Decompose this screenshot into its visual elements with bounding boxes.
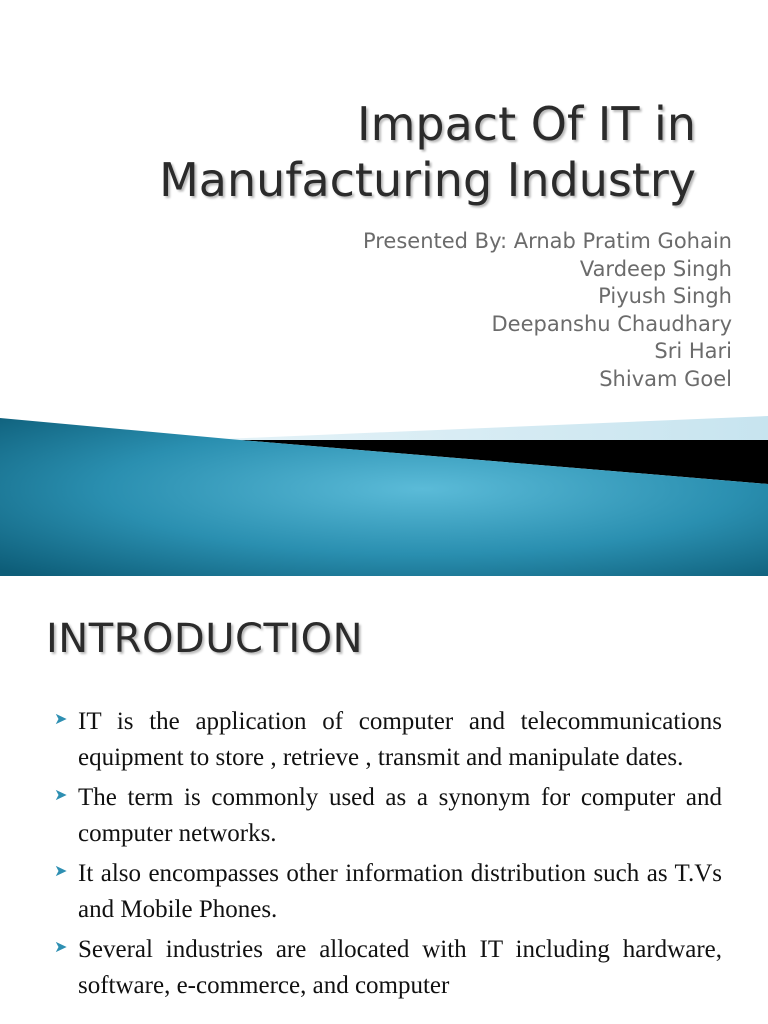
presenter-line: Sri Hari: [654, 339, 732, 364]
list-item: [50, 704, 722, 776]
bullet-text: It also encompasses other information distribution such as T.Vs and Mobile Phones.: [78, 860, 722, 923]
list-item: [50, 856, 722, 928]
introduction-slide: [0, 576, 768, 1024]
arrowhead-bullet-icon: ➤: [54, 709, 68, 728]
title-line-1: Impact Of IT in: [357, 97, 696, 151]
arrowhead-bullet-icon: ➤: [54, 861, 68, 880]
presenter-line: Piyush Singh: [598, 284, 732, 309]
presenter-line: Vardeep Singh: [579, 256, 732, 281]
presenter-line: Deepanshu Chaudhary: [491, 311, 732, 336]
slide-heading: INTRODUCTION: [46, 616, 364, 662]
list-item: [50, 932, 722, 1004]
arrowhead-bullet-icon: ➤: [54, 937, 68, 956]
list-item: [50, 780, 722, 852]
title-line-2: Manufacturing Industry: [159, 153, 696, 207]
bullet-list: [50, 704, 722, 1008]
bullet-text: Several industries are allocated with IT including hardware, software, e-commerce, and computer: [78, 936, 722, 999]
light-stripe: [200, 416, 768, 440]
presenter-line: Presented By: Arnab Pratim Gohain: [362, 229, 732, 253]
arrowhead-bullet-icon: ➤: [54, 785, 68, 804]
bullet-text: The term is commonly used as a synonym for computer and computer networks.: [78, 784, 722, 847]
presenter-line: Shivam Goel: [599, 366, 732, 391]
bullet-text: IT is the application of computer and telecommunications equipment to store , retrieve , transmit and manipulate dates.: [78, 708, 722, 771]
